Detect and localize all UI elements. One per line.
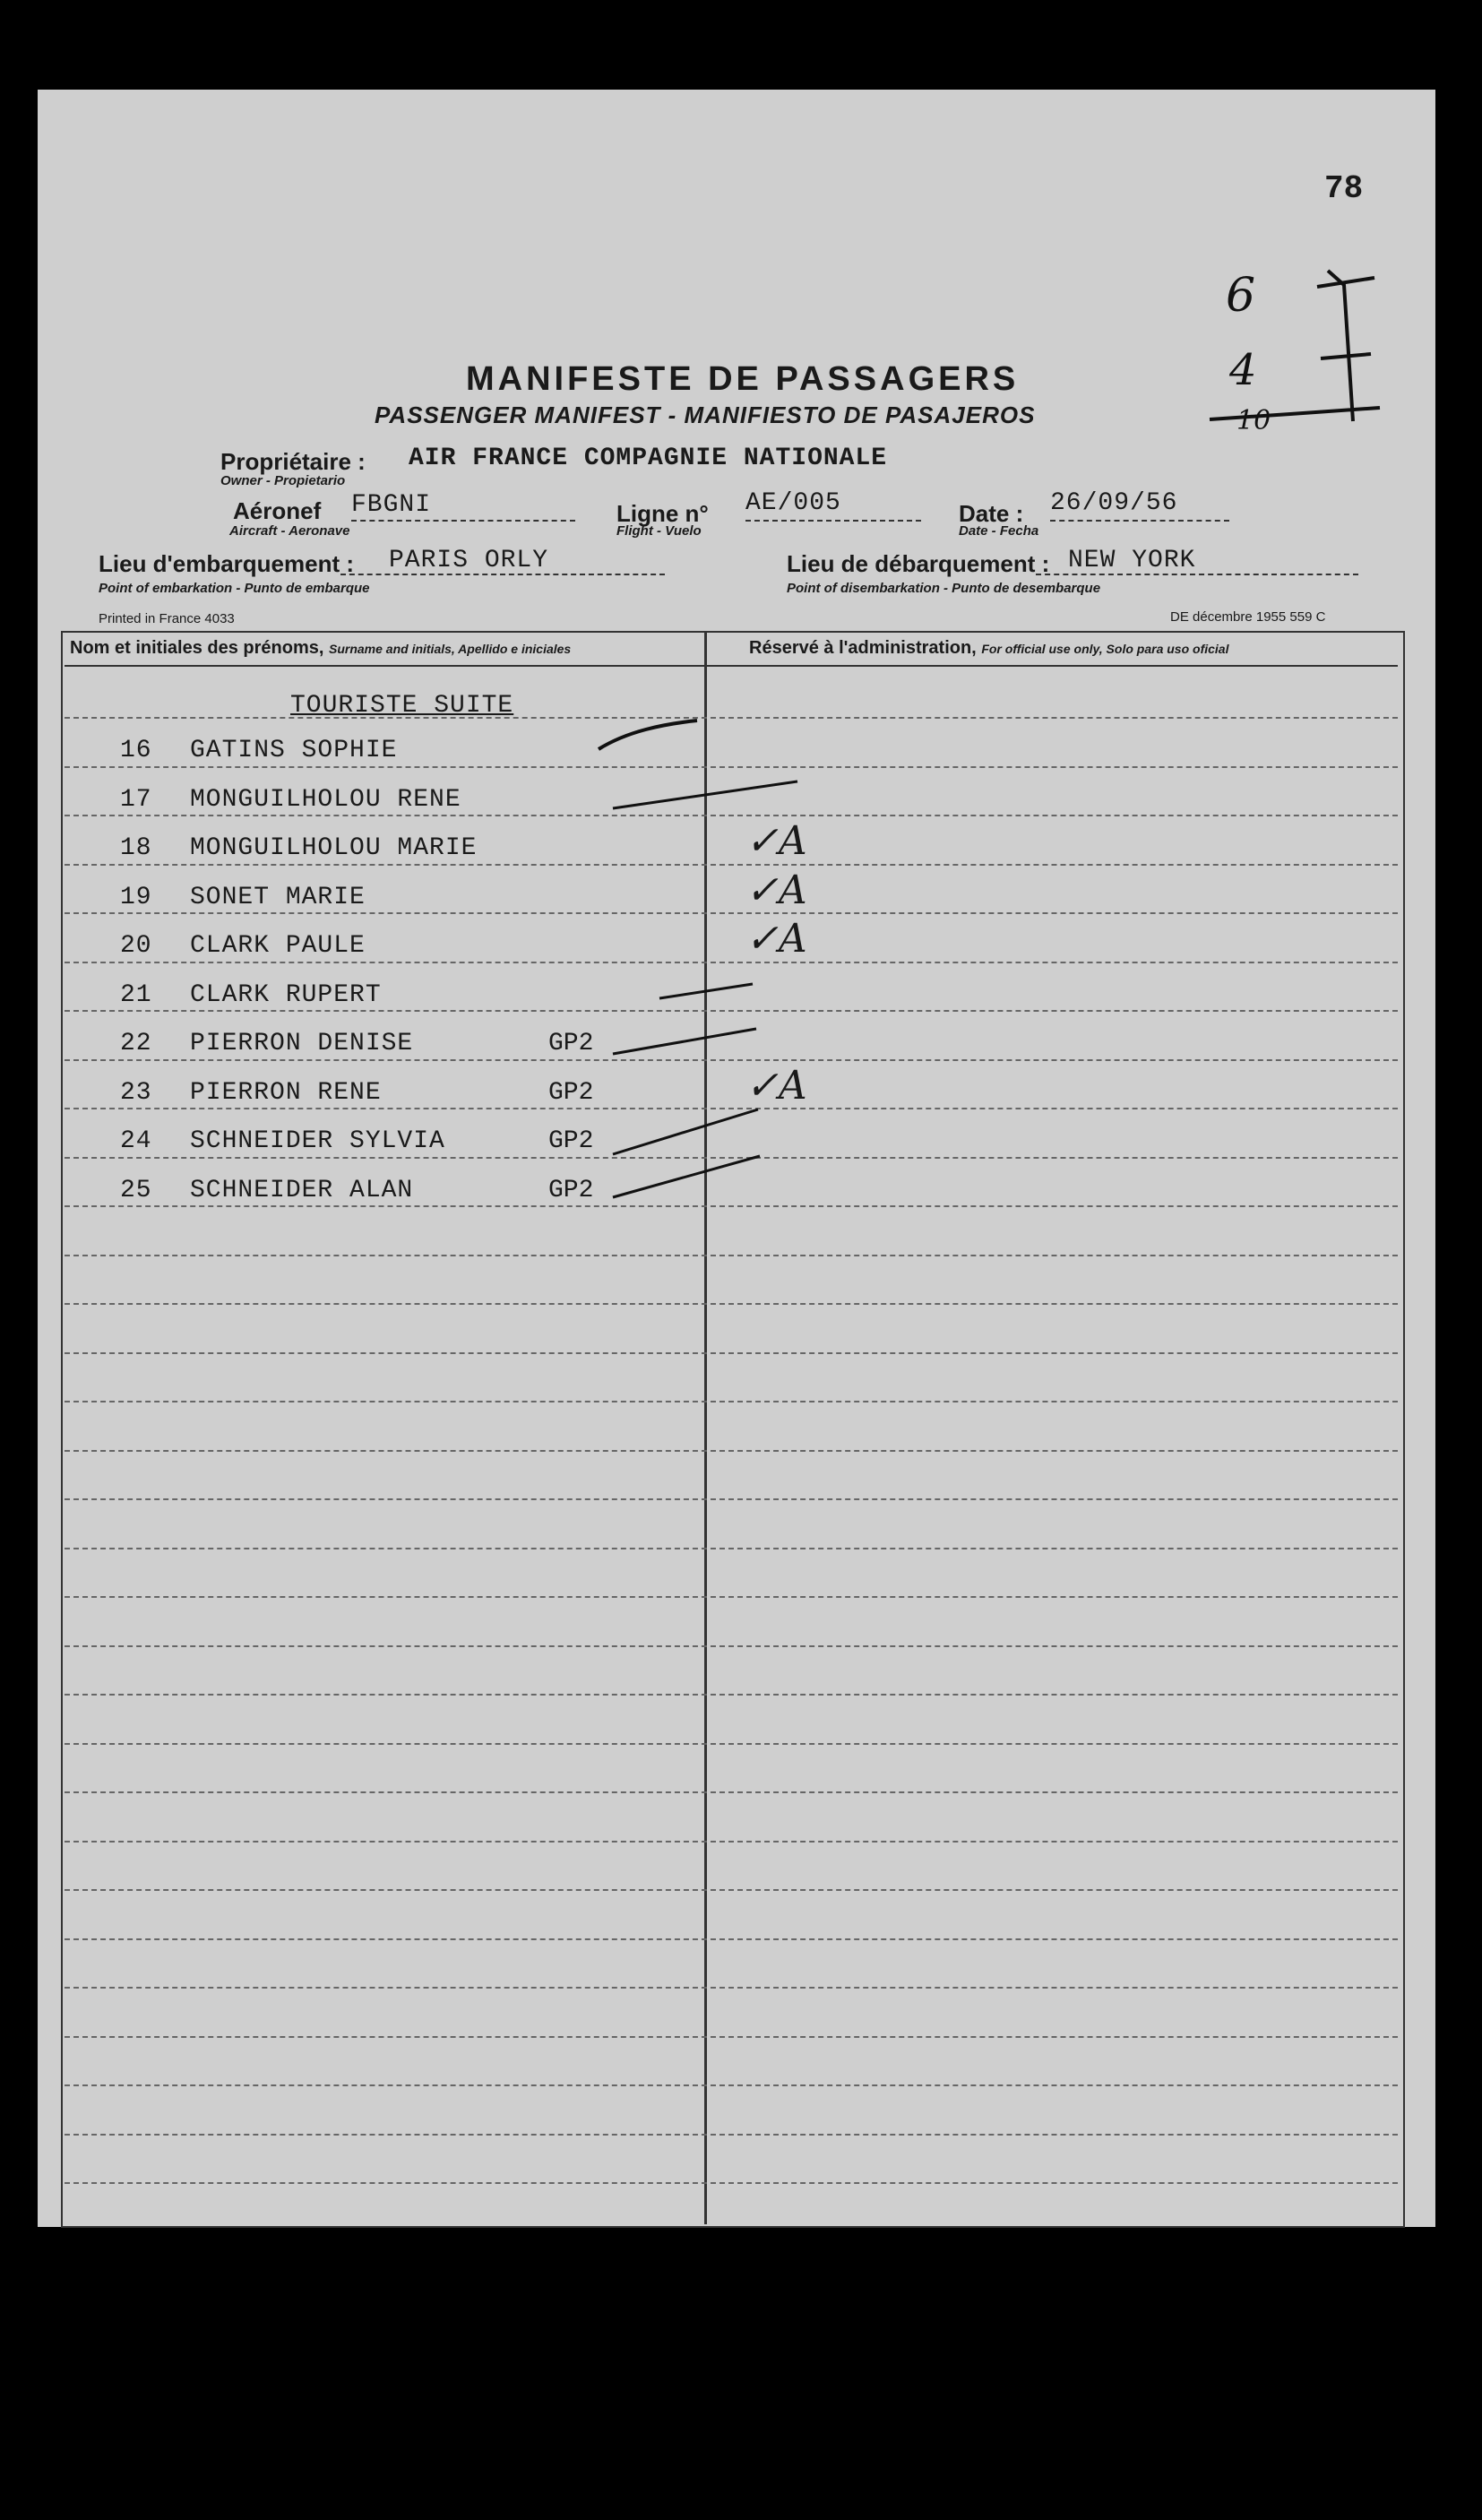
passenger-name: MONGUILHOLOU RENE [190,785,461,814]
owner-sublabel: Owner - Propietario [220,473,346,488]
official-check-mark: ✓A [745,1062,807,1109]
disembarkation-sublabel: Point of disembarkation - Punto de desembarque [787,581,1101,596]
printer-code: DE décembre 1955 559 C [1170,609,1326,625]
handwritten-scrawl [1210,271,1380,421]
group-code: GP2 [548,1030,594,1057]
passenger-name: CLARK PAULE [190,932,366,960]
row-number: 24 [120,1127,152,1155]
strike-mark-16 [599,721,697,749]
section-heading: TOURISTE SUITE [290,692,514,720]
passenger-name: PIERRON RENE [190,1078,382,1107]
row-number: 20 [120,932,152,960]
passenger-name: SCHNEIDER ALAN [190,1176,414,1204]
strike-mark-25 [613,1156,760,1197]
owner-value: AIR FRANCE COMPAGNIE NATIONALE [409,444,888,472]
aircraft-value: FBGNI [351,491,432,519]
col2-header-label: Réservé à l'administration, [749,638,977,658]
passenger-name: MONGUILHOLOU MARIE [190,834,478,862]
aircraft-label: Aéronef [233,497,322,524]
handwritten-fraction-top: 6 [1226,269,1256,323]
col1-header-label: Nom et initiales des prénoms, [70,638,324,658]
printed-in-note: Printed in France 4033 [99,611,235,626]
row-number: 18 [120,834,152,862]
passenger-name: SCHNEIDER SYLVIA [190,1127,445,1155]
date-value: 26/09/56 [1050,489,1178,517]
passenger-name: SONET MARIE [190,883,366,911]
page-number: 78 [1324,170,1364,207]
embarkation-label: Lieu d'embarquement : [99,550,354,577]
row-number: 23 [120,1078,152,1107]
page-title: MANIFESTE DE PASSAGERS [466,360,1020,398]
handwritten-fraction-bottom: 10 [1236,405,1271,436]
official-check-mark: ✓A [745,818,807,864]
group-code: GP2 [548,1078,594,1107]
handwritten-fraction-middle: 4 [1229,345,1257,395]
flight-label: Ligne n° [616,500,709,527]
date-sublabel: Date - Fecha [959,523,1039,539]
strike-mark-22 [613,1029,756,1054]
strike-mark-21 [659,984,753,998]
flight-sublabel: Flight - Vuelo [616,523,702,539]
passenger-name: GATINS SOPHIE [190,737,398,764]
row-number: 17 [120,785,152,814]
strike-mark-24 [613,1109,758,1154]
col1-header-sublabel: Surname and initials, Apellido e iniciales [328,642,572,656]
disembarkation-label: Lieu de débarquement : [787,550,1050,577]
aircraft-sublabel: Aircraft - Aeronave [229,523,350,539]
passenger-name: CLARK RUPERT [190,980,382,1009]
embarkation-value: PARIS ORLY [389,547,549,574]
col2-header-sublabel: For official use only, Solo para uso oficial [981,642,1229,656]
official-check-mark: ✓A [745,867,807,913]
strike-mark-17 [613,781,797,808]
embarkation-sublabel: Point of embarkation - Punto de embarque [99,581,370,596]
date-label: Date : [959,500,1024,527]
disembarkation-value: NEW YORK [1068,547,1196,574]
row-number: 25 [120,1176,152,1204]
group-code: GP2 [548,1127,594,1155]
official-check-mark: ✓A [745,916,807,962]
group-code: GP2 [548,1176,594,1204]
page-subtitle: PASSENGER MANIFEST - MANIFIESTO DE PASAJEROS [375,401,1036,428]
row-number: 16 [120,737,152,764]
passenger-name: PIERRON DENISE [190,1030,414,1057]
row-number: 19 [120,883,152,911]
owner-label: Propriétaire : [220,448,366,475]
row-number: 22 [120,1030,152,1057]
flight-value: AE/005 [745,489,841,517]
row-number: 21 [120,980,152,1009]
